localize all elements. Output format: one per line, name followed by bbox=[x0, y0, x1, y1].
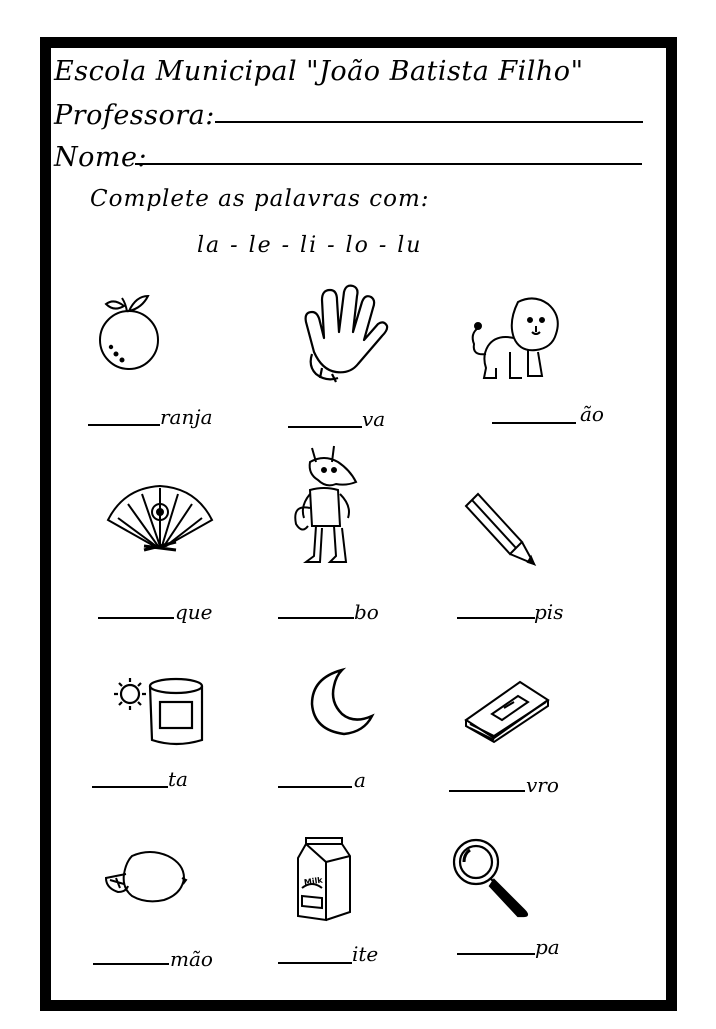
teacher-line[interactable] bbox=[215, 121, 643, 123]
lion-icon bbox=[466, 294, 566, 382]
lemon-icon bbox=[104, 848, 188, 904]
name-label: Nome: bbox=[54, 142, 148, 173]
word-suffix: mão bbox=[170, 947, 213, 971]
word-suffix: ranja bbox=[160, 405, 213, 429]
school-name: Escola Municipal "João Batista Filho" bbox=[54, 56, 584, 87]
word-suffix: vro bbox=[526, 773, 559, 797]
answer-blank[interactable] bbox=[457, 953, 535, 955]
answer-blank[interactable] bbox=[457, 617, 535, 619]
book-icon bbox=[462, 678, 550, 742]
answer-blank[interactable] bbox=[492, 422, 576, 424]
pencil-icon bbox=[462, 490, 538, 568]
word-suffix: bo bbox=[354, 600, 379, 624]
word-suffix: que bbox=[175, 600, 213, 624]
wolf-icon bbox=[290, 444, 360, 572]
moon-icon bbox=[304, 666, 376, 738]
answer-blank[interactable] bbox=[278, 617, 354, 619]
word-suffix: va bbox=[362, 407, 386, 431]
name-line[interactable] bbox=[135, 163, 642, 165]
glove-icon bbox=[292, 282, 388, 384]
word-suffix: ta bbox=[168, 767, 188, 791]
word-suffix: a bbox=[354, 768, 366, 792]
answer-blank[interactable] bbox=[278, 786, 352, 788]
instruction-text: Complete as palavras com: bbox=[90, 186, 430, 212]
can-icon bbox=[110, 676, 210, 748]
magnifier-icon bbox=[450, 836, 534, 918]
answer-blank[interactable] bbox=[288, 426, 362, 428]
orange-icon bbox=[96, 292, 166, 374]
answer-blank[interactable] bbox=[98, 617, 174, 619]
answer-blank[interactable] bbox=[93, 963, 169, 965]
answer-blank[interactable] bbox=[92, 786, 168, 788]
answer-blank[interactable] bbox=[88, 424, 160, 426]
milk-carton-icon bbox=[296, 836, 352, 922]
syllables-list: la - le - li - lo - lu bbox=[197, 233, 423, 258]
word-suffix: pis bbox=[534, 600, 564, 624]
word-suffix: ão bbox=[580, 402, 604, 426]
fan-icon bbox=[104, 484, 216, 556]
answer-blank[interactable] bbox=[278, 962, 352, 964]
word-suffix: pa bbox=[535, 935, 560, 959]
milk-label: Milk bbox=[303, 875, 324, 888]
teacher-label: Professora: bbox=[54, 100, 215, 131]
answer-blank[interactable] bbox=[449, 790, 525, 792]
word-suffix: ite bbox=[352, 942, 379, 966]
